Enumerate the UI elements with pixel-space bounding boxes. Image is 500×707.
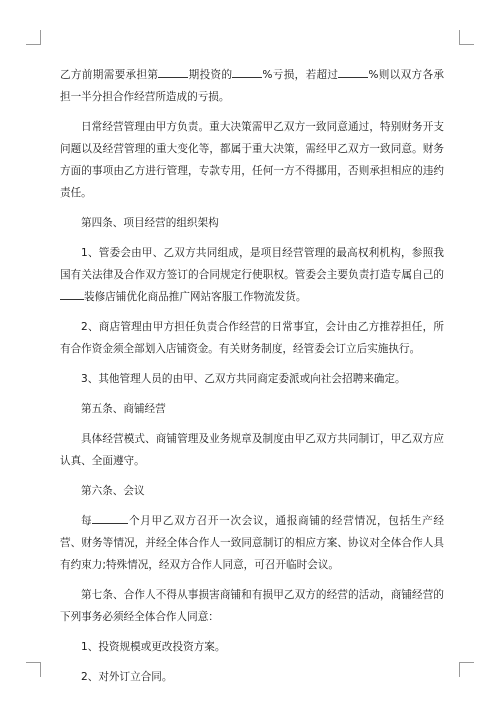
paragraph-article-6 [60,510,444,576]
text-run: 1、管委会由甲、乙双方共同组成，是项目经营管理的最高权利机构，参照我国有关法律及合作双方签订的合同规定行使职权。管委会主要负责打造专属自己的 [60,247,444,281]
blank-field[interactable] [158,65,188,78]
paragraph-article-7-item-1: 1、投资规模或更改投资方案。 [81,641,226,653]
paragraph-article-4-item-1 [60,242,444,308]
blank-field[interactable] [232,65,262,78]
corner-mark-top-right [459,30,474,45]
text-run: 个月甲乙双方召开一次会议，通报商铺的经营情况，包括生产经营、财务等情况，并经全体合作人一致同意制订的相应方案、协议对全体合作人具有约束力;特殊情况，经双方合作人同意，可召开临时会议。 [60,515,445,571]
paragraph-article-7-item-2: 2、对外订立合同。 [81,671,173,683]
paragraph-article-4-item-2: 2、商店管理由甲方担任负责合作经营的日常事宜，会计由乙方推荐担任，所有合作资金须全部划入店铺资金。有关财务制度，经管委会订立后实施执行。 [60,321,444,355]
paragraph-daily-management: 日常经营管理由甲方负责。重大决策需甲乙双方一致同意通过，特别财务开支问题以及经营管理的重大变化等，都属于重大决策，需经甲乙双方一致同意。财务方面的事项由乙方进行管理，专款专用，任何一方不得挪用，否则承担相应的违约责任。 [60,121,444,199]
heading-article-4: 第四条、项目经营的组织架构 [81,217,219,229]
corner-mark-bottom-right [459,662,474,677]
text-run: %亏损，若超过 [262,69,339,81]
corner-mark-bottom-left [26,662,41,677]
paragraph-loss-sharing [60,64,444,108]
blank-field[interactable] [338,65,368,78]
text-run: 乙方前期需要承担第 [60,69,159,81]
text-run: 期投资的 [188,69,233,81]
text-run: %则以双方各承担一半分担合作经营所造成的亏损。 [60,69,444,103]
heading-article-5: 第五条、商铺经营 [81,403,166,415]
text-run: 装修店铺优化商品推广网站客服工作物流发货。 [84,291,307,303]
blank-field[interactable] [92,511,128,524]
heading-article-6: 第六条、会议 [81,485,145,497]
blank-field[interactable] [60,287,84,300]
paragraph-article-7: 第七条、合作人不得从事损害商铺和有损甲乙双方的经营的活动，商铺经营的下列事务必须经全体合作人同意： [60,589,444,623]
document-body [60,64,444,696]
paragraph-article-4-item-3: 3、其他管理人员的由甲、乙双方共同商定委派或向社会招聘来确定。 [81,373,406,385]
text-run: 每 [81,515,93,527]
paragraph-article-5: 具体经营模式、商铺管理及业务规章及制度由甲乙双方共同制订，甲乙双方应认真、全面遵守。 [60,433,444,467]
corner-mark-top-left [26,30,41,45]
